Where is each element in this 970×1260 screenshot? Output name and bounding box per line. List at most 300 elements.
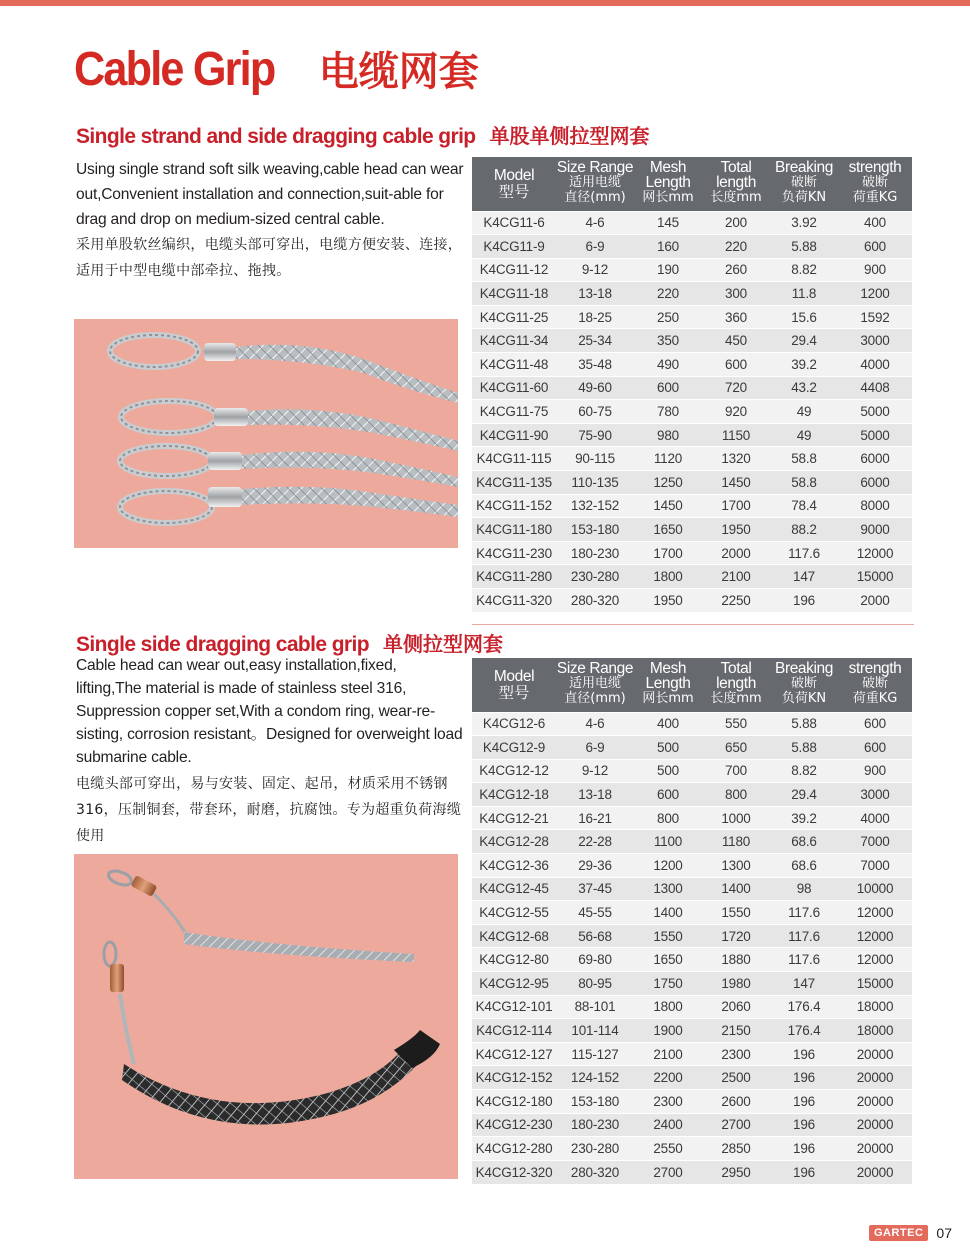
size-range-cell: 13-18	[556, 282, 634, 306]
model-cell: K4CG11-115	[472, 447, 556, 471]
breaking-load-cell: 176.4	[770, 1019, 838, 1043]
table-row	[472, 423, 912, 447]
page-title	[74, 40, 479, 102]
model-cell: K4CG12-280	[472, 1137, 556, 1161]
size-range-cell: 13-18	[556, 783, 634, 807]
model-cell: K4CG12-55	[472, 901, 556, 925]
model-cell: K4CG12-114	[472, 1019, 556, 1043]
model-cell: K4CG12-21	[472, 806, 556, 830]
header-strength: strength 破断 荷重KG	[848, 660, 902, 706]
section2-title-en: Single side dragging cable grip	[76, 633, 369, 656]
model-cell: K4CG12-12	[472, 759, 556, 783]
size-range-cell: 6-9	[556, 235, 634, 259]
breaking-load-cell: 3.92	[770, 211, 838, 235]
mesh-length-cell: 600	[634, 376, 702, 400]
model-cell: K4CG12-80	[472, 948, 556, 972]
top-accent-bar	[0, 0, 970, 6]
size-range-cell: 132-152	[556, 494, 634, 518]
model-cell: K4CG12-127	[472, 1042, 556, 1066]
size-range-cell: 29-36	[556, 854, 634, 878]
table-row	[472, 589, 912, 613]
strength-cell: 600	[838, 712, 912, 736]
header-mesh-length: Mesh Length 网长mm	[642, 660, 694, 706]
size-range-cell: 180-230	[556, 541, 634, 565]
total-length-cell: 450	[702, 329, 770, 353]
strength-cell: 8000	[838, 494, 912, 518]
table-row	[472, 1042, 912, 1066]
strength-cell: 12000	[838, 901, 912, 925]
table-row	[472, 518, 912, 542]
size-range-cell: 101-114	[556, 1019, 634, 1043]
table-row	[472, 783, 912, 807]
strength-cell: 12000	[838, 924, 912, 948]
breaking-load-cell: 29.4	[770, 783, 838, 807]
breaking-load-cell: 196	[770, 1137, 838, 1161]
size-range-cell: 60-75	[556, 400, 634, 424]
header-total-length: Total length 长度mm	[710, 660, 762, 706]
table-row	[472, 400, 912, 424]
breaking-load-cell: 196	[770, 1066, 838, 1090]
header-breaking-load: Breaking 破断 负荷KN	[775, 660, 833, 706]
size-range-cell: 153-180	[556, 1090, 634, 1114]
total-length-cell: 2950	[702, 1160, 770, 1184]
size-range-cell: 49-60	[556, 376, 634, 400]
model-cell: K4CG11-230	[472, 541, 556, 565]
strength-cell: 20000	[838, 1066, 912, 1090]
breaking-load-cell: 8.82	[770, 759, 838, 783]
table-row	[472, 565, 912, 589]
size-range-cell: 45-55	[556, 901, 634, 925]
model-cell: K4CG11-34	[472, 329, 556, 353]
total-length-cell: 1320	[702, 447, 770, 471]
strength-cell: 900	[838, 759, 912, 783]
size-range-cell: 75-90	[556, 423, 634, 447]
breaking-load-cell: 117.6	[770, 924, 838, 948]
mesh-length-cell: 1550	[634, 924, 702, 948]
mesh-length-cell: 980	[634, 423, 702, 447]
header-total-length: Total length 长度mm	[710, 159, 762, 205]
mesh-length-cell: 600	[634, 783, 702, 807]
breaking-load-cell: 11.8	[770, 282, 838, 306]
breaking-load-cell: 58.8	[770, 447, 838, 471]
table-row	[472, 854, 912, 878]
section2-description	[76, 654, 466, 849]
model-cell: K4CG12-101	[472, 995, 556, 1019]
strength-cell: 6000	[838, 471, 912, 495]
size-range-cell: 115-127	[556, 1042, 634, 1066]
size-range-cell: 90-115	[556, 447, 634, 471]
total-length-cell: 2150	[702, 1019, 770, 1043]
strength-cell: 4000	[838, 806, 912, 830]
table-row	[472, 471, 912, 495]
strength-cell: 9000	[838, 518, 912, 542]
breaking-load-cell: 39.2	[770, 353, 838, 377]
table-row	[472, 1113, 912, 1137]
strength-cell: 400	[838, 211, 912, 235]
header-strength: strength 破断 荷重KG	[848, 159, 902, 205]
mesh-length-cell: 1800	[634, 565, 702, 589]
strength-cell: 900	[838, 258, 912, 282]
section2-description-en: Cable head can wear out,easy installation,fixed, lifting,The material is made of stainless steel 316, Suppression copper set,With a condom ring, wear-re-sisting, corrosion resistant。Designed for overweight load submarine cable.	[76, 657, 463, 766]
section1-description-en: Using single strand soft silk weaving,cable head can wear out,Convenient installation and connection,suit-able for drag and drop on medium-sized central cable.	[76, 161, 464, 228]
total-length-cell: 1550	[702, 901, 770, 925]
total-length-cell: 1150	[702, 423, 770, 447]
mesh-length-cell: 1700	[634, 541, 702, 565]
strength-cell: 1200	[838, 282, 912, 306]
model-cell: K4CG12-36	[472, 854, 556, 878]
model-cell: K4CG11-280	[472, 565, 556, 589]
size-range-cell: 230-280	[556, 565, 634, 589]
section1-title-zh: 单股单侧拉型网套	[489, 124, 650, 148]
total-length-cell: 1450	[702, 471, 770, 495]
breaking-load-cell: 196	[770, 1113, 838, 1137]
strength-cell: 3000	[838, 783, 912, 807]
mesh-length-cell: 160	[634, 235, 702, 259]
strength-cell: 20000	[838, 1160, 912, 1184]
breaking-load-cell: 196	[770, 1090, 838, 1114]
mesh-length-cell: 190	[634, 258, 702, 282]
mesh-length-cell: 1650	[634, 518, 702, 542]
model-cell: K4CG12-9	[472, 736, 556, 760]
strength-cell: 6000	[838, 447, 912, 471]
total-length-cell: 2060	[702, 995, 770, 1019]
mesh-length-cell: 1950	[634, 589, 702, 613]
size-range-cell: 9-12	[556, 759, 634, 783]
size-range-cell: 230-280	[556, 1137, 634, 1161]
model-cell: K4CG11-135	[472, 471, 556, 495]
breaking-load-cell: 68.6	[770, 854, 838, 878]
breaking-load-cell: 49	[770, 423, 838, 447]
cable-grip-illustration	[74, 319, 458, 548]
strength-cell: 20000	[838, 1137, 912, 1161]
strength-cell: 3000	[838, 329, 912, 353]
strength-cell: 7000	[838, 830, 912, 854]
strength-cell: 7000	[838, 854, 912, 878]
model-cell: K4CG12-230	[472, 1113, 556, 1137]
breaking-load-cell: 117.6	[770, 948, 838, 972]
cable-grip-photo-single-side	[74, 854, 458, 1179]
size-range-cell: 280-320	[556, 1160, 634, 1184]
size-range-cell: 6-9	[556, 736, 634, 760]
breaking-load-cell: 58.8	[770, 471, 838, 495]
total-length-cell: 1720	[702, 924, 770, 948]
total-length-cell: 2000	[702, 541, 770, 565]
mesh-length-cell: 350	[634, 329, 702, 353]
cable-grip-illustration	[74, 854, 458, 1179]
size-range-cell: 4-6	[556, 211, 634, 235]
breaking-load-cell: 5.88	[770, 736, 838, 760]
model-cell: K4CG12-6	[472, 712, 556, 736]
spec-table-body	[472, 211, 912, 612]
strength-cell: 4000	[838, 353, 912, 377]
model-cell: K4CG12-28	[472, 830, 556, 854]
breaking-load-cell: 117.6	[770, 541, 838, 565]
size-range-cell: 4-6	[556, 712, 634, 736]
mesh-length-cell: 220	[634, 282, 702, 306]
page-number: 07	[936, 1225, 952, 1241]
total-length-cell: 2100	[702, 565, 770, 589]
table-row	[472, 948, 912, 972]
table-row	[472, 305, 912, 329]
section1-description	[76, 157, 466, 284]
table-header-row	[472, 658, 912, 712]
table-row	[472, 1090, 912, 1114]
model-cell: K4CG11-9	[472, 235, 556, 259]
table-row	[472, 541, 912, 565]
breaking-load-cell: 39.2	[770, 806, 838, 830]
section2-title-zh: 单侧拉型网套	[382, 632, 503, 656]
total-length-cell: 800	[702, 783, 770, 807]
mesh-length-cell: 1900	[634, 1019, 702, 1043]
strength-cell: 1592	[838, 305, 912, 329]
mesh-length-cell: 800	[634, 806, 702, 830]
breaking-load-cell: 15.6	[770, 305, 838, 329]
model-cell: K4CG11-48	[472, 353, 556, 377]
total-length-cell: 1700	[702, 494, 770, 518]
section1-title-en: Single strand and side dragging cable grip	[76, 125, 476, 148]
total-length-cell: 1000	[702, 806, 770, 830]
mesh-length-cell: 1400	[634, 901, 702, 925]
mesh-length-cell: 490	[634, 353, 702, 377]
mesh-length-cell: 500	[634, 736, 702, 760]
mesh-length-cell: 1200	[634, 854, 702, 878]
breaking-load-cell: 8.82	[770, 258, 838, 282]
strength-cell: 600	[838, 736, 912, 760]
table-row	[472, 447, 912, 471]
section2-description-zh: 电缆头部可穿出，易与安装、固定、起吊，材质采用不锈钢316，压制铜套，带套环，耐磨，抗腐蚀。专为超重负荷海缆使用	[76, 776, 462, 844]
strength-cell: 20000	[838, 1113, 912, 1137]
size-range-cell: 37-45	[556, 877, 634, 901]
table-row	[472, 353, 912, 377]
breaking-load-cell: 196	[770, 1042, 838, 1066]
mesh-length-cell: 1650	[634, 948, 702, 972]
mesh-length-cell: 400	[634, 712, 702, 736]
strength-cell: 20000	[838, 1042, 912, 1066]
strength-cell: 5000	[838, 423, 912, 447]
total-length-cell: 1400	[702, 877, 770, 901]
strength-cell: 2000	[838, 589, 912, 613]
section1-description-zh: 采用单股软丝编织，电缆头部可穿出，电缆方便安装、连接，适用于中型电缆中部牵拉、拖拽。	[76, 237, 463, 279]
table-row	[472, 1066, 912, 1090]
model-cell: K4CG12-95	[472, 972, 556, 996]
mesh-length-cell: 145	[634, 211, 702, 235]
total-length-cell: 1950	[702, 518, 770, 542]
table-row	[472, 877, 912, 901]
total-length-cell: 260	[702, 258, 770, 282]
breaking-load-cell: 147	[770, 972, 838, 996]
model-cell: K4CG11-75	[472, 400, 556, 424]
table-row	[472, 736, 912, 760]
total-length-cell: 1300	[702, 854, 770, 878]
size-range-cell: 80-95	[556, 972, 634, 996]
breaking-load-cell: 49	[770, 400, 838, 424]
section-divider	[472, 624, 914, 625]
breaking-load-cell: 117.6	[770, 901, 838, 925]
total-length-cell: 220	[702, 235, 770, 259]
mesh-length-cell: 2200	[634, 1066, 702, 1090]
total-length-cell: 550	[702, 712, 770, 736]
size-range-cell: 56-68	[556, 924, 634, 948]
breaking-load-cell: 78.4	[770, 494, 838, 518]
model-cell: K4CG11-152	[472, 494, 556, 518]
model-cell: K4CG12-320	[472, 1160, 556, 1184]
size-range-cell: 16-21	[556, 806, 634, 830]
model-cell: K4CG11-12	[472, 258, 556, 282]
strength-cell: 600	[838, 235, 912, 259]
spec-table-body	[472, 712, 912, 1184]
total-length-cell: 1880	[702, 948, 770, 972]
page-footer	[869, 1225, 952, 1241]
model-cell: K4CG11-25	[472, 305, 556, 329]
strength-cell: 12000	[838, 541, 912, 565]
breaking-load-cell: 147	[770, 565, 838, 589]
mesh-length-cell: 2550	[634, 1137, 702, 1161]
spec-table-single-side	[472, 658, 912, 1184]
table-row	[472, 972, 912, 996]
spec-table-single-strand	[472, 157, 912, 612]
table-row	[472, 329, 912, 353]
table-row	[472, 211, 912, 235]
size-range-cell: 9-12	[556, 258, 634, 282]
mesh-length-cell: 1250	[634, 471, 702, 495]
table-row	[472, 1160, 912, 1184]
size-range-cell: 25-34	[556, 329, 634, 353]
mesh-length-cell: 2700	[634, 1160, 702, 1184]
strength-cell: 5000	[838, 400, 912, 424]
model-cell: K4CG12-68	[472, 924, 556, 948]
breaking-load-cell: 196	[770, 1160, 838, 1184]
total-length-cell: 1180	[702, 830, 770, 854]
page-title-zh: 电缆网套	[318, 49, 479, 95]
mesh-length-cell: 2100	[634, 1042, 702, 1066]
strength-cell: 18000	[838, 995, 912, 1019]
strength-cell: 15000	[838, 972, 912, 996]
total-length-cell: 700	[702, 759, 770, 783]
page-title-en: Cable Grip	[74, 43, 275, 96]
size-range-cell: 88-101	[556, 995, 634, 1019]
table-row	[472, 258, 912, 282]
mesh-length-cell: 1750	[634, 972, 702, 996]
size-range-cell: 153-180	[556, 518, 634, 542]
model-cell: K4CG12-152	[472, 1066, 556, 1090]
table-row	[472, 712, 912, 736]
table-row	[472, 494, 912, 518]
model-cell: K4CG12-180	[472, 1090, 556, 1114]
model-cell: K4CG11-6	[472, 211, 556, 235]
model-cell: K4CG12-18	[472, 783, 556, 807]
total-length-cell: 720	[702, 376, 770, 400]
size-range-cell: 22-28	[556, 830, 634, 854]
table-row	[472, 235, 912, 259]
breaking-load-cell: 5.88	[770, 712, 838, 736]
total-length-cell: 2250	[702, 589, 770, 613]
mesh-length-cell: 250	[634, 305, 702, 329]
table-row	[472, 282, 912, 306]
total-length-cell: 360	[702, 305, 770, 329]
total-length-cell: 200	[702, 211, 770, 235]
total-length-cell: 650	[702, 736, 770, 760]
breaking-load-cell: 98	[770, 877, 838, 901]
breaking-load-cell: 29.4	[770, 329, 838, 353]
model-cell: K4CG11-320	[472, 589, 556, 613]
section1-title	[76, 120, 650, 150]
header-breaking-load: Breaking 破断 负荷KN	[775, 159, 833, 205]
mesh-length-cell: 1800	[634, 995, 702, 1019]
table-header-row	[472, 157, 912, 211]
breaking-load-cell: 5.88	[770, 235, 838, 259]
table-row	[472, 759, 912, 783]
mesh-length-cell: 1450	[634, 494, 702, 518]
total-length-cell: 300	[702, 282, 770, 306]
size-range-cell: 180-230	[556, 1113, 634, 1137]
size-range-cell: 124-152	[556, 1066, 634, 1090]
model-cell: K4CG11-60	[472, 376, 556, 400]
strength-cell: 4408	[838, 376, 912, 400]
header-size-range: Size Range 适用电缆 直径(mm)	[556, 159, 634, 205]
strength-cell: 20000	[838, 1090, 912, 1114]
header-size-range: Size Range 适用电缆 直径(mm)	[556, 660, 634, 706]
total-length-cell: 920	[702, 400, 770, 424]
mesh-length-cell: 780	[634, 400, 702, 424]
size-range-cell: 35-48	[556, 353, 634, 377]
total-length-cell: 2850	[702, 1137, 770, 1161]
total-length-cell: 2500	[702, 1066, 770, 1090]
breaking-load-cell: 176.4	[770, 995, 838, 1019]
total-length-cell: 2600	[702, 1090, 770, 1114]
strength-cell: 12000	[838, 948, 912, 972]
breaking-load-cell: 88.2	[770, 518, 838, 542]
table-row	[472, 901, 912, 925]
mesh-length-cell: 2300	[634, 1090, 702, 1114]
size-range-cell: 110-135	[556, 471, 634, 495]
total-length-cell: 1980	[702, 972, 770, 996]
mesh-length-cell: 2400	[634, 1113, 702, 1137]
strength-cell: 18000	[838, 1019, 912, 1043]
strength-cell: 15000	[838, 565, 912, 589]
total-length-cell: 2700	[702, 1113, 770, 1137]
total-length-cell: 600	[702, 353, 770, 377]
table-row	[472, 830, 912, 854]
table-row	[472, 924, 912, 948]
breaking-load-cell: 68.6	[770, 830, 838, 854]
brand-logo: GARTEC	[869, 1225, 928, 1241]
size-range-cell: 69-80	[556, 948, 634, 972]
model-cell: K4CG11-90	[472, 423, 556, 447]
size-range-cell: 18-25	[556, 305, 634, 329]
table-row	[472, 806, 912, 830]
model-cell: K4CG12-45	[472, 877, 556, 901]
header-model: Model 型号	[493, 166, 535, 201]
table-row	[472, 995, 912, 1019]
table-row	[472, 1137, 912, 1161]
mesh-length-cell: 1120	[634, 447, 702, 471]
cable-grip-photo-single-strand	[74, 319, 458, 548]
breaking-load-cell: 196	[770, 589, 838, 613]
mesh-length-cell: 1300	[634, 877, 702, 901]
mesh-length-cell: 500	[634, 759, 702, 783]
model-cell: K4CG11-18	[472, 282, 556, 306]
total-length-cell: 2300	[702, 1042, 770, 1066]
strength-cell: 10000	[838, 877, 912, 901]
header-model: Model 型号	[493, 667, 535, 702]
model-cell: K4CG11-180	[472, 518, 556, 542]
header-mesh-length: Mesh Length 网长mm	[642, 159, 694, 205]
breaking-load-cell: 43.2	[770, 376, 838, 400]
mesh-length-cell: 1100	[634, 830, 702, 854]
size-range-cell: 280-320	[556, 589, 634, 613]
table-row	[472, 376, 912, 400]
table-row	[472, 1019, 912, 1043]
